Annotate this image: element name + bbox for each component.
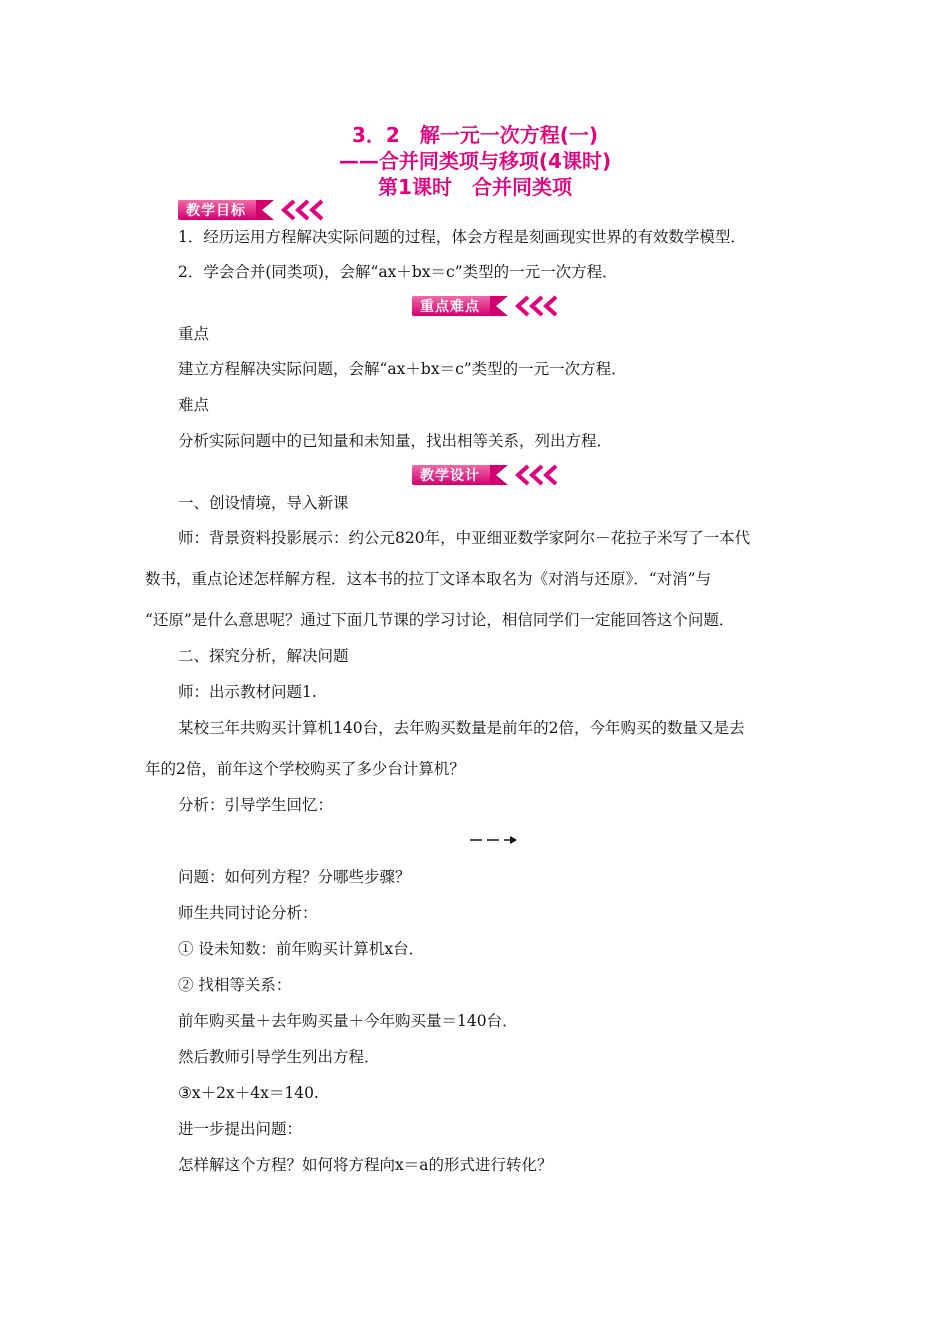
lesson-period-title: 第1课时 合并同类项	[378, 175, 572, 199]
paragraph-line: 师生共同讨论分析：	[178, 904, 318, 922]
paragraph-line: 问题：如何列方程？分哪些步骤？	[178, 868, 411, 886]
section-heading: 二、探究分析，解决问题	[178, 647, 349, 665]
section-banner-goals	[178, 198, 336, 222]
step-item: ① 设未知数：前年购买计算机x台．	[178, 940, 425, 958]
paragraph-line: 分析：引导学生回忆：	[178, 796, 334, 814]
goal-item: 2．学会合并(同类项)，会解“ax＋bx＝c”类型的一元一次方程．	[178, 263, 618, 281]
paragraph-line: 数书，重点论述怎样解方程．这本书的拉丁文译本取名为《对消与还原》．“对消”与	[145, 570, 712, 588]
hard-label: 难点	[178, 396, 210, 414]
paragraph-line: “还原”是什么意思呢？通过下面几节课的学习讨论，相信同学们一定能回答这个问题．	[145, 611, 735, 629]
goal-item: 1．经历运用方程解决实际问题的过程，体会方程是刻画现实世界的有效数学模型．	[178, 228, 746, 246]
section-heading: 一、创设情境，导入新课	[178, 494, 349, 512]
key-label: 重点	[178, 325, 210, 343]
paragraph-line: 怎样解这个方程？如何将方程向x＝a的形式进行转化？	[178, 1156, 553, 1174]
banner-label: 教学目标	[178, 200, 256, 220]
banner-label: 重点难点	[412, 296, 490, 316]
lesson-title: 3．2 解一元一次方程(一)	[351, 123, 599, 147]
key-text: 建立方程解决实际问题，会解“ax＋bx＝c”类型的一元一次方程．	[178, 360, 627, 378]
paragraph-line: 然后教师引导学生列出方程．	[178, 1048, 380, 1066]
paragraph-line: 师：出示教材问题1.	[178, 683, 317, 701]
chevrons-left-icon	[256, 198, 336, 222]
hard-text: 分析实际问题中的已知量和未知量，找出相等关系，列出方程．	[178, 432, 613, 450]
step-item: ③x＋2x＋4x＝140.	[178, 1084, 319, 1102]
problem-line: 年的2倍，前年这个学校购买了多少台计算机？	[145, 760, 465, 778]
problem-line: 某校三年共购买计算机140台，去年购买数量是前年的2倍，今年购买的数量又是去	[178, 719, 745, 737]
section-banner-keypoints	[412, 294, 570, 318]
dashed-arrow-icon	[470, 832, 518, 851]
lesson-subtitle: ——合并同类项与移项(4课时)	[338, 149, 612, 173]
banner-label: 教学设计	[412, 465, 490, 485]
chevrons-left-icon	[490, 463, 570, 487]
chevrons-left-icon	[490, 294, 570, 318]
paragraph-line: 前年购买量＋去年购买量＋今年购买量＝140台．	[178, 1012, 518, 1030]
paragraph-line: 师：背景资料投影展示：约公元820年，中亚细亚数学家阿尔－花拉子米写了一本代	[178, 529, 751, 547]
step-item: ② 找相等关系：	[178, 976, 292, 994]
paragraph-line: 进一步提出问题：	[178, 1120, 303, 1138]
section-banner-design	[412, 463, 570, 487]
